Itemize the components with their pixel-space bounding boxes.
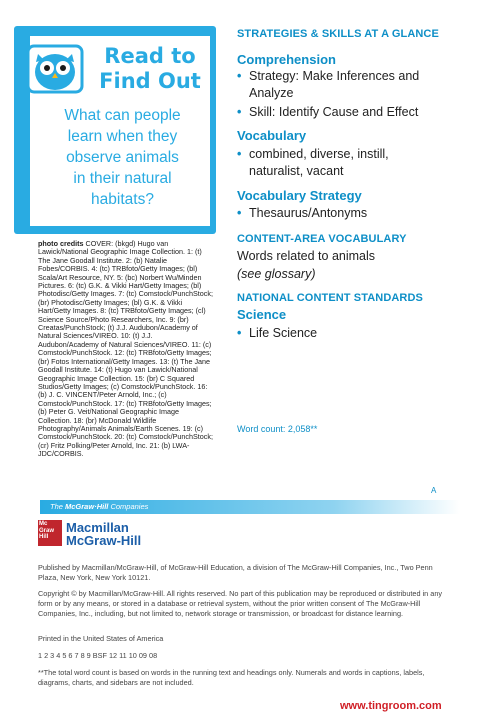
comprehension-strategy-cont: Analyze <box>249 86 294 100</box>
bullet-icon: • <box>237 326 242 340</box>
band-post: Companies <box>108 502 149 511</box>
bullet-icon: • <box>237 206 242 220</box>
vocabulary-words-cont: naturalist, vacant <box>249 164 344 178</box>
skills-heading: STRATEGIES & SKILLS AT A GLANCE <box>237 28 439 40</box>
printed-in: Printed in the United States of America <box>38 634 164 643</box>
publisher-logo-text <box>66 521 141 547</box>
photo-credits-label: photo credits <box>38 239 84 248</box>
panel-question <box>40 105 205 210</box>
level-letter: A <box>431 486 437 495</box>
bullet-icon: • <box>237 69 242 83</box>
owl-icon <box>22 40 88 98</box>
panel-title <box>90 44 210 94</box>
published-by: Published by Macmillan/McGraw-Hill, of McGraw-Hill Education, a division of The McGraw-Hill Companies, Inc., Two Penn Plaza, New York, New York 10121. <box>38 563 433 582</box>
standards-text: Life Science <box>249 326 318 340</box>
comprehension-heading: Comprehension <box>237 52 336 67</box>
standards-item <box>237 325 462 342</box>
vocabulary-item <box>237 146 462 163</box>
photo-credits-text: COVER: (bkgd) Hugo van Lawick/National Geographic Image Collection. 1: (t) The Jane Goodall Institute. 2: (b) Natalie Fobes/CORBIS. 4: (tc) TRBfoto/Getty Images; (bl) Scala/Art Resource, NY. 5: (bc) Norbert Wu/Minden Pictures. 6: (tc) G.K. & Vikki Hart/Getty Images; (bl) Photodisc/Getty Images. 7: (tc) Comstock/PunchStock; (br) Photodisc/Getty Images; (bl) G.K. & Vikki Hart/Getty Images. 8: (tc) TRBfoto/Getty Images; (cl) Science Source/Photo Researchers, Inc. 9: (br) Creatas/PunchStock; (t) J.J. Audubon/Academy of Natural Sciences/VIREO. 10: (t) J.J. Audubon/Academy of Natural Sciences/VIREO. 11: (c) Comstock/PunchStock. 12: (tc) TRBfoto/Getty Images; (br) Fotos International/Getty Images. 13: (t) The Jane Goodall Institute. 14: (t) Hugo van Lawick/National Geographic Image Collection. 15: (br) C Squared Studios/Getty Images; (c) Comstock/PunchStock. 16: (b) J. C. VINCENT/Peter Arnold, Inc.; (c) Comstock/PunchStock. 17: (tc) TRBfoto/Getty Images; (b) Peter G. Veit/National Geographic Image Collection. 18: (br) McDonald Wildlife Photography/Animals Animals/Earth Scenes. 19: (c) Comstock/PunchStock. 20: (tc) Comstock/PunchStock; (cr) Fritz Polking/Peter Arnold, Inc. 21: (b) LWA-JDC/CORBIS. <box>38 239 213 459</box>
comprehension-strategy: Strategy: Make Inferences and <box>249 69 420 83</box>
word-count: Word count: 2,058** <box>237 424 318 434</box>
comprehension-skill: Skill: Identify Cause and Effect <box>249 105 419 119</box>
photo-credits <box>38 240 213 459</box>
comprehension-item <box>237 104 462 121</box>
panel-question-line: learn when they <box>67 128 178 145</box>
panel-question-line: in their natural <box>73 170 172 187</box>
site-watermark: www.tingroom.com <box>340 700 442 712</box>
panel-question-line: habitats? <box>91 191 154 208</box>
copyright-notice: Copyright © by Macmillan/McGraw-Hill. All rights reserved. No part of this publication may be reproduced or distributed in any form or by any means, or stored in a database or retrieval system, without the prior written consent of The McGraw-Hill Companies, Inc., including, but not limited to, network storage or transmission, or broadcast for distance learning. <box>38 589 443 618</box>
bullet-icon: • <box>237 105 242 119</box>
content-area-heading: CONTENT-AREA VOCABULARY <box>237 233 407 245</box>
standards-subheading: Science <box>237 307 287 322</box>
vocabulary-heading: Vocabulary <box>237 128 307 143</box>
logo-line-1: Macmillan <box>66 520 129 535</box>
publisher-band-text <box>50 502 148 511</box>
content-area-line-1: Words related to animals <box>237 249 376 263</box>
logo-line-2: McGraw-Hill <box>66 533 142 548</box>
comprehension-item <box>237 68 462 85</box>
vocabulary-words: combined, diverse, instill, <box>249 147 389 161</box>
panel-title-line-1: Read to <box>104 44 196 68</box>
print-numbers: 1 2 3 4 5 6 7 8 9 BSF 12 11 10 09 08 <box>38 651 158 660</box>
panel-title-line-2: Find Out <box>99 69 201 93</box>
mcgraw-hill-logo: Mc Graw Hill <box>38 520 62 546</box>
band-pre: The <box>50 502 66 511</box>
vocab-strategy-heading: Vocabulary Strategy <box>237 188 362 203</box>
vocab-strategy-text: Thesaurus/Antonyms <box>249 206 368 220</box>
bullet-icon: • <box>237 147 242 161</box>
standards-heading: NATIONAL CONTENT STANDARDS <box>237 292 423 304</box>
content-area-line-2: (see glossary) <box>237 267 316 281</box>
panel-question-line: observe animals <box>66 149 179 166</box>
band-bold: McGraw·Hill <box>65 502 109 511</box>
vocab-strategy-item <box>237 205 462 222</box>
panel-question-line: What can people <box>64 107 181 124</box>
word-count-footnote: **The total word count is based on words in the running text and headings only. Numerals and words in captions, labels, diagrams, charts, and sidebars are not included. <box>38 668 425 687</box>
